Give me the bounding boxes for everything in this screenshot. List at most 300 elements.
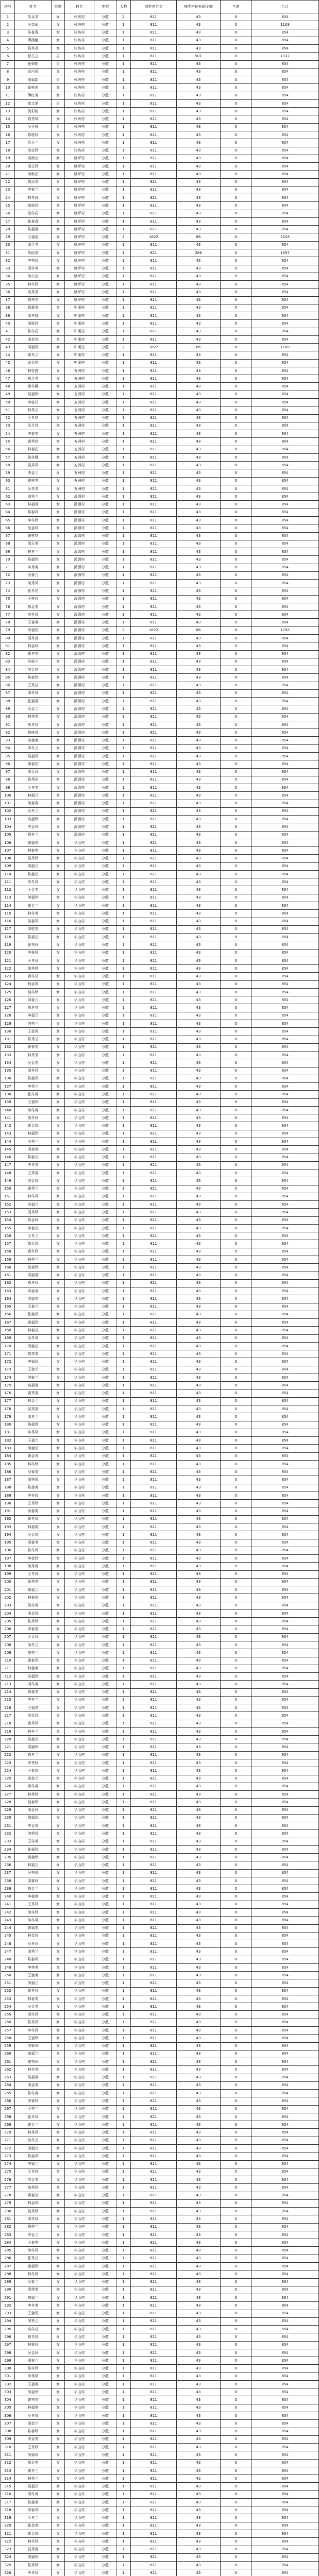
cell-type: 分散 bbox=[94, 1979, 116, 1987]
cell-year: 0 bbox=[221, 453, 251, 461]
cell-village: 华山村 bbox=[65, 1075, 94, 1082]
cell-pension: 811 bbox=[131, 580, 177, 587]
cell-type: 分散 bbox=[94, 430, 116, 438]
cell-index: 179 bbox=[1, 1413, 15, 1421]
cell-subsidy: 43 bbox=[177, 1523, 221, 1531]
cell-subsidy: 43 bbox=[177, 139, 221, 147]
cell-type: 分散 bbox=[94, 532, 116, 540]
cell-total: 854 bbox=[251, 1468, 319, 1476]
cell-subsidy: 43 bbox=[177, 1901, 221, 1908]
cell-total: 854 bbox=[251, 1012, 319, 1020]
cell-pension: 811 bbox=[131, 320, 177, 328]
table-row bbox=[1, 1248, 319, 1256]
cell-village: 华山村 bbox=[65, 2050, 94, 2058]
cell-name: 王春英 bbox=[15, 2239, 52, 2247]
cell-year: 0 bbox=[221, 1043, 251, 1051]
cell-total: 854 bbox=[251, 878, 319, 886]
table-row bbox=[1, 2215, 319, 2223]
cell-subsidy: 43 bbox=[177, 1555, 221, 1563]
cell-gender: 女 bbox=[52, 1924, 65, 1932]
cell-subsidy: 43 bbox=[177, 2050, 221, 2058]
cell-name: 周金兰 bbox=[15, 2420, 52, 2428]
cell-type: 分散 bbox=[94, 674, 116, 682]
cell-village: 华山村 bbox=[65, 1861, 94, 1869]
cell-year: 0 bbox=[221, 1209, 251, 1216]
cell-count: 1 bbox=[116, 698, 131, 705]
table-row bbox=[1, 1264, 319, 1272]
cell-year: 0 bbox=[221, 1956, 251, 1963]
cell-name: 林春英 bbox=[15, 847, 52, 855]
cell-year: 0 bbox=[221, 155, 251, 162]
cell-name: 何金花 bbox=[15, 666, 52, 674]
table-row bbox=[1, 2475, 319, 2483]
cell-subsidy: 43 bbox=[177, 1146, 221, 1154]
cell-pension: 811 bbox=[131, 45, 177, 53]
cell-pension: 811 bbox=[131, 2483, 177, 2490]
cell-count: 1 bbox=[116, 517, 131, 524]
cell-count: 1 bbox=[116, 469, 131, 477]
cell-name: 张冬花 bbox=[15, 587, 52, 595]
table-row bbox=[1, 1114, 319, 1122]
cell-pension: 811 bbox=[131, 1083, 177, 1091]
cell-type: 分散 bbox=[94, 1216, 116, 1224]
cell-village: 华山村 bbox=[65, 1468, 94, 1476]
cell-gender: 女 bbox=[52, 831, 65, 839]
cell-count: 1 bbox=[116, 1814, 131, 1822]
col-header-name: 姓名 bbox=[15, 1, 52, 13]
cell-gender: 女 bbox=[52, 1295, 65, 1303]
cell-type: 分散 bbox=[94, 2467, 116, 2475]
table-row bbox=[1, 878, 319, 886]
cell-count: 1 bbox=[116, 580, 131, 587]
cell-year: 0 bbox=[221, 2569, 251, 2576]
cell-gender: 女 bbox=[52, 1484, 65, 1492]
cell-subsidy: 43 bbox=[177, 619, 221, 626]
cell-village: 张坊村 bbox=[65, 37, 94, 44]
cell-count: 1 bbox=[116, 2058, 131, 2066]
cell-pension: 811 bbox=[131, 1287, 177, 1295]
cell-gender: 女 bbox=[52, 1075, 65, 1082]
cell-village: 华山村 bbox=[65, 2208, 94, 2215]
table-row bbox=[1, 1736, 319, 1743]
cell-village: 华山村 bbox=[65, 2435, 94, 2443]
cell-name: 陈金兰 bbox=[15, 1885, 52, 1893]
cell-type: 分散 bbox=[94, 1775, 116, 1783]
cell-type: 分散 bbox=[94, 682, 116, 689]
table-row bbox=[1, 1791, 319, 1799]
table-row bbox=[1, 1861, 319, 1869]
cell-total: 854 bbox=[251, 1177, 319, 1185]
cell-index: 314 bbox=[1, 2475, 15, 2483]
cell-year: 0 bbox=[221, 1445, 251, 1452]
table-row bbox=[1, 768, 319, 776]
cell-subsidy: 43 bbox=[177, 1028, 221, 1036]
cell-year: 0 bbox=[221, 446, 251, 453]
cell-gender: 女 bbox=[52, 1224, 65, 1232]
table-row bbox=[1, 2357, 319, 2365]
cell-count: 1 bbox=[116, 2333, 131, 2341]
table-row bbox=[1, 430, 319, 438]
cell-type: 分散 bbox=[94, 666, 116, 674]
cell-village: 华山村 bbox=[65, 1791, 94, 1799]
cell-count: 1 bbox=[116, 296, 131, 304]
cell-pension: 811 bbox=[131, 2294, 177, 2302]
cell-subsidy: 43 bbox=[177, 312, 221, 320]
cell-subsidy: 43 bbox=[177, 68, 221, 76]
cell-subsidy: 43 bbox=[177, 1712, 221, 1720]
cell-village: 华山村 bbox=[65, 1845, 94, 1853]
cell-name: 陈秀凤 bbox=[15, 115, 52, 123]
cell-pension: 811 bbox=[131, 462, 177, 469]
cell-count: 1 bbox=[116, 2113, 131, 2121]
cell-total: 854 bbox=[251, 1319, 319, 1327]
cell-pension: 811 bbox=[131, 1043, 177, 1051]
cell-subsidy: 43 bbox=[177, 1106, 221, 1114]
cell-type: 分散 bbox=[94, 2105, 116, 2113]
cell-subsidy: 43 bbox=[177, 1004, 221, 1012]
cell-total: 854 bbox=[251, 312, 319, 320]
cell-subsidy: 43 bbox=[177, 296, 221, 304]
cell-index: 10 bbox=[1, 84, 15, 92]
cell-village: 华山村 bbox=[65, 2333, 94, 2341]
cell-type: 分散 bbox=[94, 1224, 116, 1232]
cell-count: 1 bbox=[116, 878, 131, 886]
cell-gender: 女 bbox=[52, 580, 65, 587]
cell-total: 854 bbox=[251, 1232, 319, 1240]
cell-gender: 女 bbox=[52, 21, 65, 29]
table-row bbox=[1, 2184, 319, 2192]
cell-village: 华山村 bbox=[65, 870, 94, 878]
cell-total: 854 bbox=[251, 328, 319, 335]
cell-count: 1 bbox=[116, 1909, 131, 1917]
cell-year: 0 bbox=[221, 2160, 251, 2168]
cell-type: 分散 bbox=[94, 1673, 116, 1681]
cell-gender: 女 bbox=[52, 1185, 65, 1193]
cell-total: 854 bbox=[251, 2176, 319, 2184]
cell-subsidy: 43 bbox=[177, 1578, 221, 1586]
cell-pension: 811 bbox=[131, 92, 177, 99]
cell-subsidy: 43 bbox=[177, 453, 221, 461]
cell-gender: 女 bbox=[52, 1641, 65, 1649]
cell-gender: 女 bbox=[52, 1279, 65, 1287]
cell-type: 分散 bbox=[94, 1586, 116, 1594]
cell-village: 华山村 bbox=[65, 2066, 94, 2074]
cell-total: 854 bbox=[251, 1594, 319, 1602]
cell-count: 1 bbox=[116, 1374, 131, 1381]
cell-village: 华山村 bbox=[65, 1838, 94, 1845]
cell-type: 分散 bbox=[94, 988, 116, 996]
cell-year: 0 bbox=[221, 29, 251, 37]
cell-subsidy: 43 bbox=[177, 1594, 221, 1602]
cell-name: 林冬兰 bbox=[15, 1727, 52, 1735]
cell-village: 溪源村 bbox=[65, 760, 94, 768]
cell-pension: 811 bbox=[131, 894, 177, 902]
cell-year: 0 bbox=[221, 2396, 251, 2404]
cell-pension: 811 bbox=[131, 1272, 177, 1279]
cell-name: 王桂珍 bbox=[15, 595, 52, 603]
cell-count: 1 bbox=[116, 45, 131, 53]
cell-year: 0 bbox=[221, 1224, 251, 1232]
cell-year: 0 bbox=[221, 1067, 251, 1075]
cell-type: 分散 bbox=[94, 1067, 116, 1075]
cell-village: 溪源村 bbox=[65, 650, 94, 658]
cell-pension: 811 bbox=[131, 2459, 177, 2467]
cell-total: 854 bbox=[251, 1885, 319, 1893]
cell-pension: 811 bbox=[131, 383, 177, 391]
cell-village: 华山村 bbox=[65, 1602, 94, 1609]
cell-index: 71 bbox=[1, 564, 15, 571]
cell-count: 1 bbox=[116, 689, 131, 697]
cell-type: 分散 bbox=[94, 650, 116, 658]
cell-count: 1 bbox=[116, 1358, 131, 1366]
cell-village: 张坊村 bbox=[65, 53, 94, 60]
cell-village: 华山村 bbox=[65, 1767, 94, 1775]
cell-total: 854 bbox=[251, 1098, 319, 1106]
cell-year: 0 bbox=[221, 2042, 251, 2050]
table-row bbox=[1, 92, 319, 99]
cell-gender: 女 bbox=[52, 642, 65, 650]
cell-name: 李春兰 bbox=[15, 1224, 52, 1232]
cell-count: 1 bbox=[116, 1759, 131, 1767]
cell-subsidy: 43 bbox=[177, 37, 221, 44]
cell-index: 275 bbox=[1, 2168, 15, 2176]
cell-gender: 女 bbox=[52, 713, 65, 721]
cell-name: 李福花 bbox=[15, 626, 52, 634]
table-row bbox=[1, 446, 319, 453]
cell-type: 分散 bbox=[94, 744, 116, 752]
cell-village: 桃坪村 bbox=[65, 194, 94, 202]
cell-index: 64 bbox=[1, 509, 15, 516]
table-row bbox=[1, 1987, 319, 1995]
cell-count: 1 bbox=[116, 477, 131, 485]
cell-village: 华山村 bbox=[65, 2097, 94, 2105]
cell-subsidy: 43 bbox=[177, 2011, 221, 2019]
table-row bbox=[1, 934, 319, 941]
cell-year: 0 bbox=[221, 1389, 251, 1397]
cell-name: 张桂连 bbox=[15, 84, 52, 92]
table-row bbox=[1, 2066, 319, 2074]
cell-subsidy: 43 bbox=[177, 1830, 221, 1838]
cell-count: 1 bbox=[116, 1649, 131, 1657]
cell-count: 1 bbox=[116, 2121, 131, 2129]
cell-count: 1 bbox=[116, 328, 131, 335]
cell-name: 何冬兰 bbox=[15, 1641, 52, 1649]
cell-pension: 811 bbox=[131, 1374, 177, 1381]
cell-index: 77 bbox=[1, 611, 15, 619]
cell-name: 陈素英 bbox=[15, 304, 52, 312]
cell-village: 华山村 bbox=[65, 2144, 94, 2152]
cell-village: 华山村 bbox=[65, 2137, 94, 2144]
cell-count: 1 bbox=[116, 273, 131, 280]
cell-type: 分散 bbox=[94, 273, 116, 280]
cell-name: 吴春英 bbox=[15, 1468, 52, 1476]
cell-count: 1 bbox=[116, 925, 131, 933]
cell-total: 854 bbox=[251, 1625, 319, 1633]
cell-year: 0 bbox=[221, 1476, 251, 1484]
cell-name: 黄金兰 bbox=[15, 902, 52, 910]
cell-gender: 女 bbox=[52, 2522, 65, 2530]
cell-total: 854 bbox=[251, 517, 319, 524]
cell-gender: 女 bbox=[52, 1248, 65, 1256]
cell-type: 分散 bbox=[94, 446, 116, 453]
cell-count: 1 bbox=[116, 194, 131, 202]
cell-pension: 811 bbox=[131, 941, 177, 949]
cell-type: 分散 bbox=[94, 2192, 116, 2199]
cell-index: 217 bbox=[1, 1712, 15, 1720]
cell-pension: 811 bbox=[131, 862, 177, 870]
cell-name: 黄冬兰 bbox=[15, 351, 52, 359]
table-row bbox=[1, 1303, 319, 1311]
cell-pension: 811 bbox=[131, 1507, 177, 1515]
cell-name: 林金英 bbox=[15, 1665, 52, 1672]
cell-total: 854 bbox=[251, 2184, 319, 2192]
cell-total: 854 bbox=[251, 1358, 319, 1366]
cell-type: 分散 bbox=[94, 2444, 116, 2451]
cell-pension: 811 bbox=[131, 2388, 177, 2396]
cell-type: 分散 bbox=[94, 1688, 116, 1696]
cell-village: 华山村 bbox=[65, 2231, 94, 2239]
cell-type: 分散 bbox=[94, 2514, 116, 2522]
cell-year: 0 bbox=[221, 2223, 251, 2231]
cell-subsidy: 43 bbox=[177, 1476, 221, 1484]
cell-index: 145 bbox=[1, 1146, 15, 1154]
cell-index: 241 bbox=[1, 1901, 15, 1908]
cell-name: 林冬珍 bbox=[15, 281, 52, 289]
cell-total: 854 bbox=[251, 1641, 319, 1649]
cell-count: 1 bbox=[116, 855, 131, 862]
cell-pension: 811 bbox=[131, 2011, 177, 2019]
cell-pension: 811 bbox=[131, 1468, 177, 1476]
cell-pension: 811 bbox=[131, 1201, 177, 1209]
cell-subsidy: 43 bbox=[177, 1098, 221, 1106]
cell-village: 华山村 bbox=[65, 1224, 94, 1232]
cell-gender: 女 bbox=[52, 1696, 65, 1704]
cell-pension: 811 bbox=[131, 210, 177, 217]
cell-subsidy: 43 bbox=[177, 1287, 221, 1295]
cell-subsidy: 43 bbox=[177, 2514, 221, 2522]
cell-index: 100 bbox=[1, 792, 15, 800]
cell-name: 林冬凤 bbox=[15, 194, 52, 202]
table-row bbox=[1, 626, 319, 634]
table-row bbox=[1, 1657, 319, 1665]
cell-type: 分散 bbox=[94, 1594, 116, 1602]
cell-total: 854 bbox=[251, 2530, 319, 2538]
cell-count: 1 bbox=[116, 1720, 131, 1727]
cell-pension: 811 bbox=[131, 139, 177, 147]
cell-subsidy: 43 bbox=[177, 351, 221, 359]
table-row bbox=[1, 2310, 319, 2317]
cell-name: 陈秀英 bbox=[15, 1350, 52, 1358]
cell-count: 1 bbox=[116, 760, 131, 768]
cell-index: 305 bbox=[1, 2404, 15, 2412]
cell-year: 0 bbox=[221, 1350, 251, 1358]
cell-pension: 811 bbox=[131, 335, 177, 343]
cell-count: 1 bbox=[116, 1972, 131, 1979]
cell-village: 溪源村 bbox=[65, 752, 94, 760]
cell-year: 0 bbox=[221, 2215, 251, 2223]
cell-village: 华山村 bbox=[65, 1421, 94, 1429]
table-row bbox=[1, 1539, 319, 1547]
cell-type: 分散 bbox=[94, 1704, 116, 1712]
cell-pension: 811 bbox=[131, 29, 177, 37]
table-row bbox=[1, 1814, 319, 1822]
cell-village: 华山村 bbox=[65, 2467, 94, 2475]
cell-total: 854 bbox=[251, 2247, 319, 2255]
cell-pension: 811 bbox=[131, 1775, 177, 1783]
cell-subsidy: 43 bbox=[177, 217, 221, 225]
cell-pension: 811 bbox=[131, 1838, 177, 1845]
cell-name: 李春英 bbox=[15, 430, 52, 438]
cell-gender: 女 bbox=[52, 619, 65, 626]
cell-count: 1 bbox=[116, 375, 131, 383]
cell-village: 华山村 bbox=[65, 1799, 94, 1806]
cell-name: 陈水英 bbox=[15, 178, 52, 186]
cell-type: 分散 bbox=[94, 800, 116, 807]
cell-index: 226 bbox=[1, 1783, 15, 1790]
cell-gender: 女 bbox=[52, 2223, 65, 2231]
table-row bbox=[1, 1154, 319, 1161]
cell-type: 分散 bbox=[94, 2562, 116, 2569]
cell-village: 华山村 bbox=[65, 2129, 94, 2137]
cell-type: 分散 bbox=[94, 1963, 116, 1971]
cell-type: 分散 bbox=[94, 2231, 116, 2239]
cell-index: 113 bbox=[1, 894, 15, 902]
cell-subsidy: 43 bbox=[177, 1389, 221, 1397]
cell-index: 120 bbox=[1, 949, 15, 957]
cell-count: 1 bbox=[116, 1539, 131, 1547]
cell-subsidy: 43 bbox=[177, 1531, 221, 1539]
cell-year: 0 bbox=[221, 367, 251, 375]
cell-pension: 811 bbox=[131, 1303, 177, 1311]
cell-type: 分散 bbox=[94, 1043, 116, 1051]
table-row bbox=[1, 2530, 319, 2538]
table-row bbox=[1, 650, 319, 658]
cell-index: 187 bbox=[1, 1476, 15, 1484]
cell-name: 李秀凤 bbox=[15, 1429, 52, 1436]
cell-total: 854 bbox=[251, 1956, 319, 1963]
cell-pension: 811 bbox=[131, 453, 177, 461]
cell-total: 854 bbox=[251, 1327, 319, 1334]
cell-subsidy: 43 bbox=[177, 1421, 221, 1429]
cell-village: 华山村 bbox=[65, 2058, 94, 2066]
cell-village: 华山村 bbox=[65, 862, 94, 870]
cell-village: 张坊村 bbox=[65, 99, 94, 107]
cell-type: 分散 bbox=[94, 2349, 116, 2357]
table-row bbox=[1, 1413, 319, 1421]
cell-subsidy: 43 bbox=[177, 1657, 221, 1665]
cell-year: 0 bbox=[221, 1130, 251, 1138]
cell-subsidy: 43 bbox=[177, 1917, 221, 1924]
table-row bbox=[1, 2199, 319, 2207]
cell-total: 854 bbox=[251, 2129, 319, 2137]
cell-total: 854 bbox=[251, 171, 319, 178]
cell-village: 华山村 bbox=[65, 2215, 94, 2223]
cell-type: 分散 bbox=[94, 21, 116, 29]
cell-type: 分散 bbox=[94, 2357, 116, 2365]
cell-pension: 811 bbox=[131, 698, 177, 705]
cell-index: 81 bbox=[1, 642, 15, 650]
cell-count: 1 bbox=[116, 1342, 131, 1350]
cell-gender: 女 bbox=[52, 335, 65, 343]
cell-type: 分散 bbox=[94, 1845, 116, 1853]
cell-subsidy: 43 bbox=[177, 650, 221, 658]
cell-count: 1 bbox=[116, 335, 131, 343]
cell-subsidy: 43 bbox=[177, 2459, 221, 2467]
cell-gender: 女 bbox=[52, 2137, 65, 2144]
cell-index: 282 bbox=[1, 2223, 15, 2231]
cell-total: 854 bbox=[251, 2522, 319, 2530]
cell-total: 854 bbox=[251, 1476, 319, 1484]
